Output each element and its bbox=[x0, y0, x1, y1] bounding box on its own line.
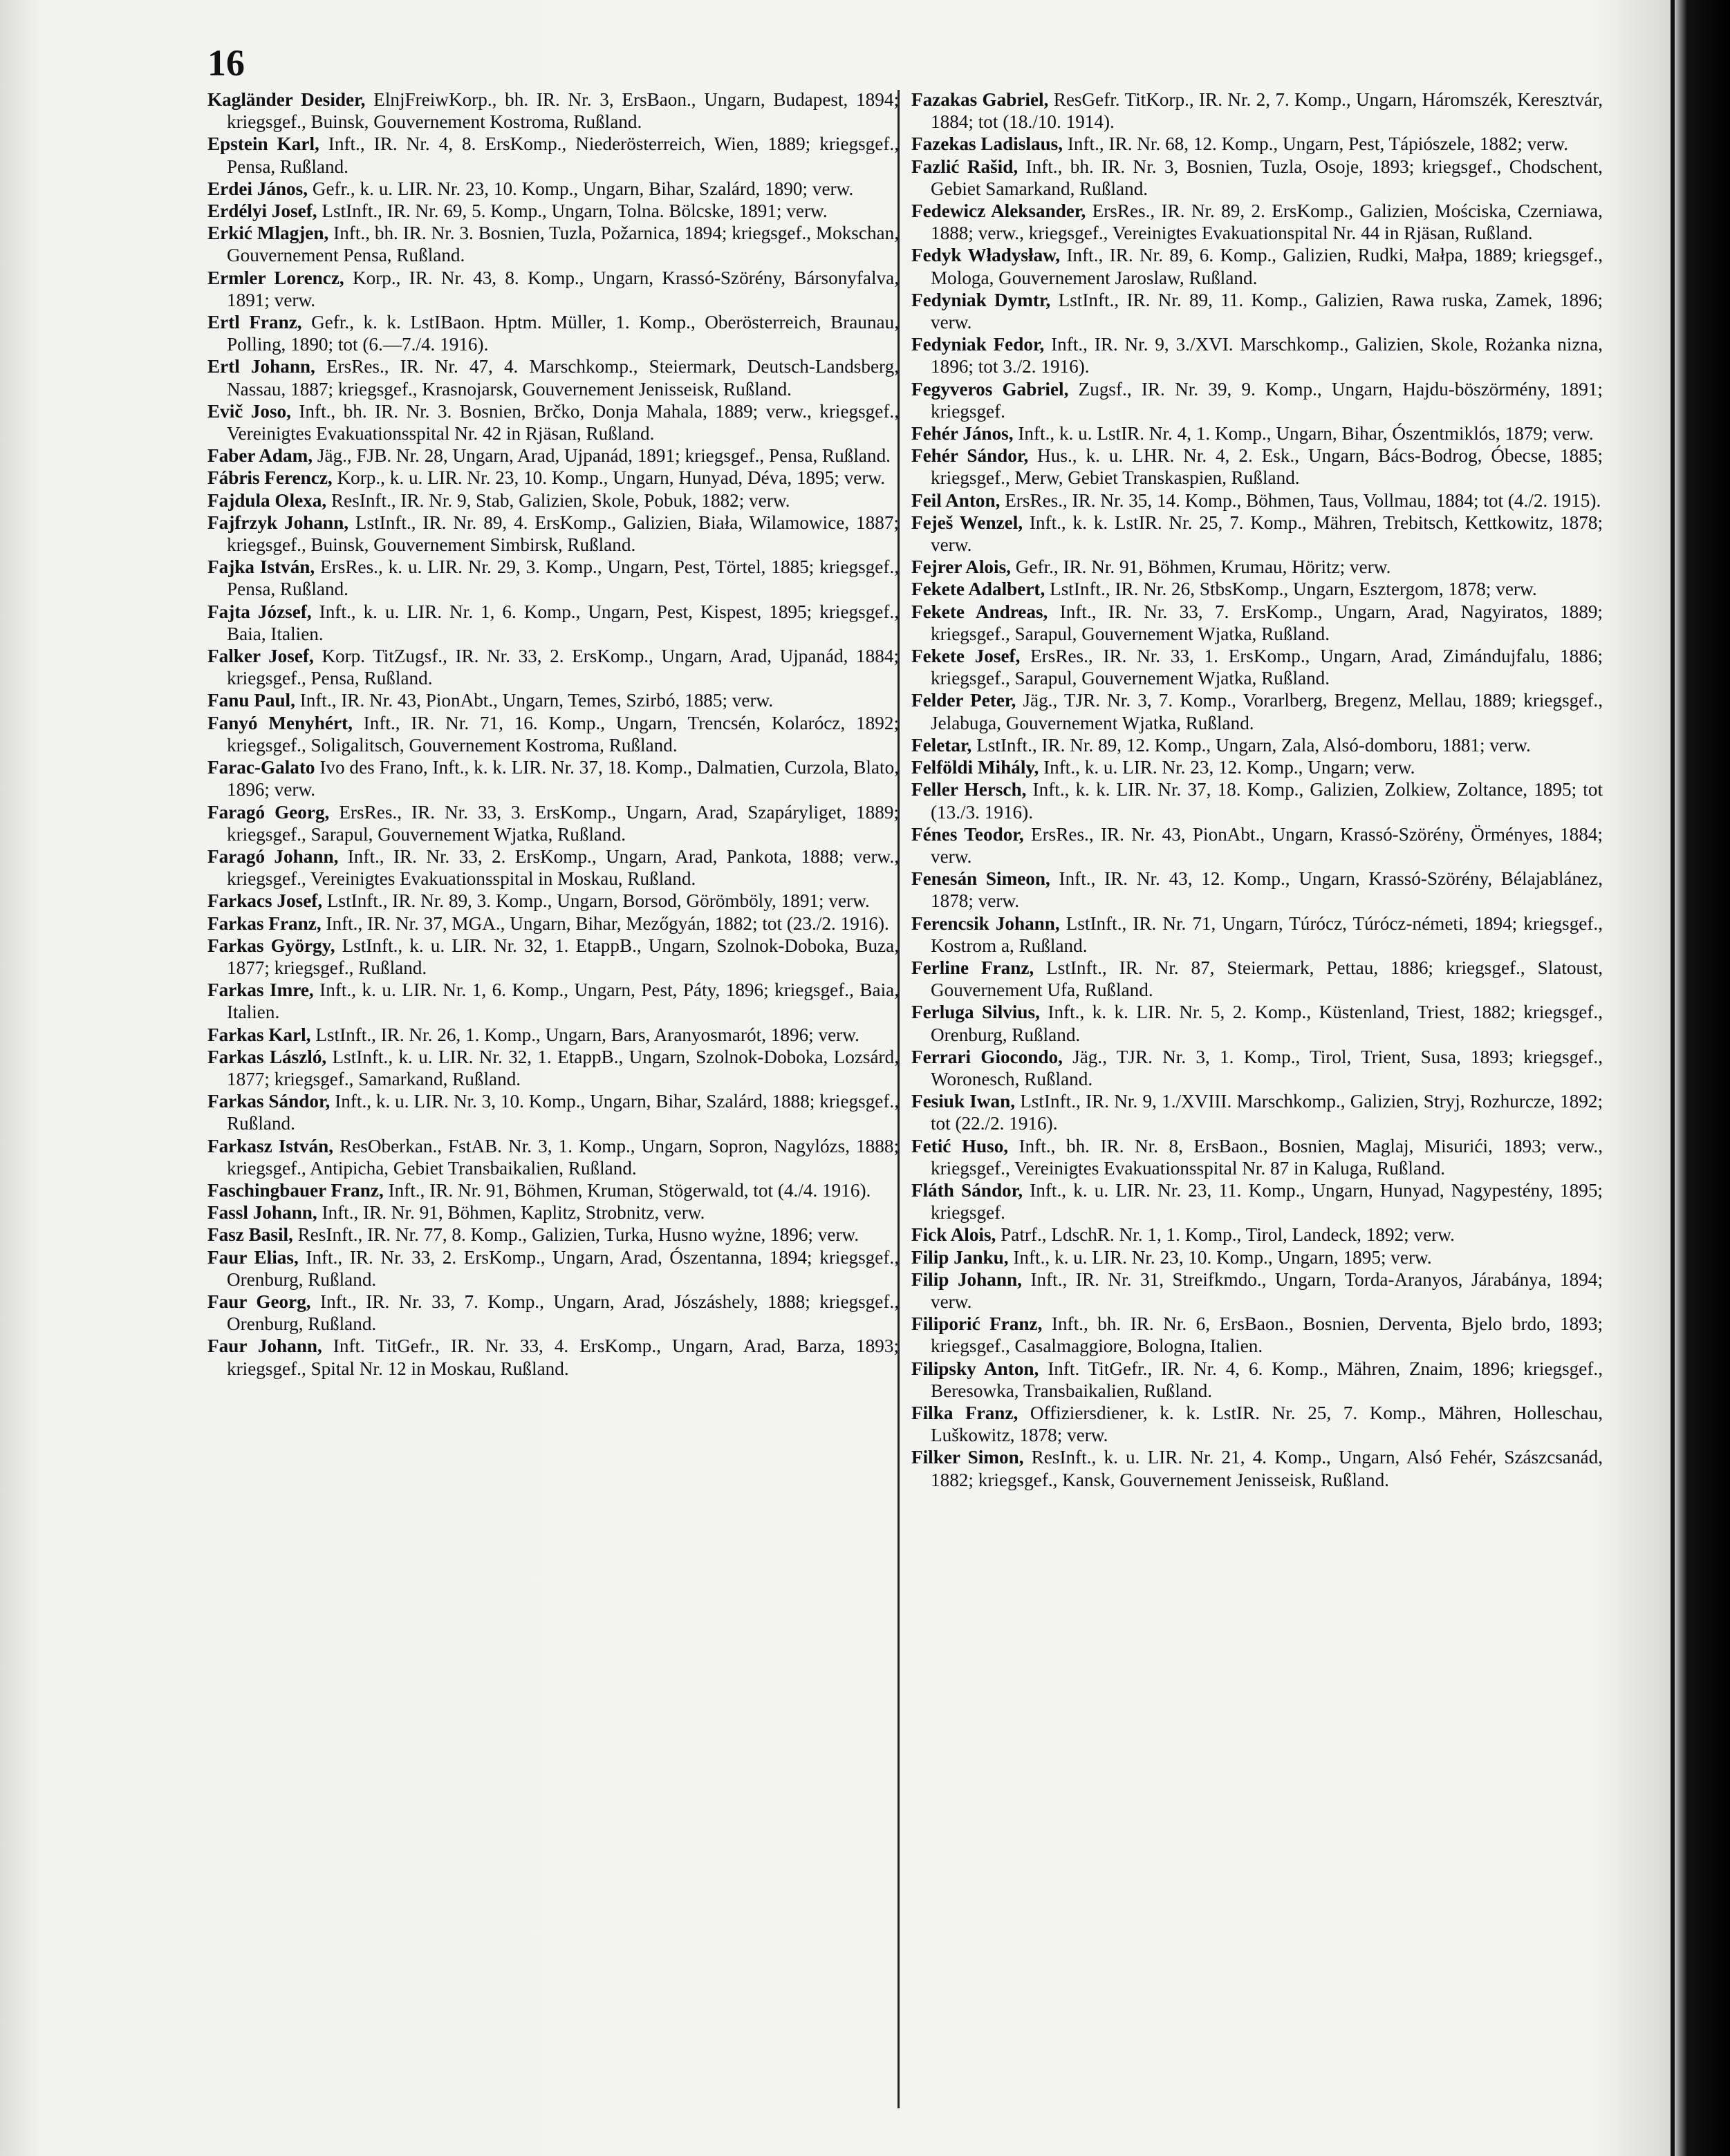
entry-name: Fajfrzyk Johann, bbox=[207, 512, 349, 533]
entry-details: ErsRes., k. u. LIR. Nr. 29, 3. Komp., Ungarn, Pest, Törtel, 1885; kriegsgef., Pensa, Rußland. bbox=[227, 556, 899, 600]
register-entry bbox=[911, 444, 1603, 489]
entry-name: Epstein Karl, bbox=[207, 133, 319, 155]
entry-name: Fanu Paul, bbox=[207, 690, 295, 711]
entry-name: Ertl Johann, bbox=[207, 356, 315, 377]
entry-details: LstInft., IR. Nr. 9, 1./XVIII. Marschkomp., Galizien, Stryj, Rozhurcze, 1892; tot (22./2. 1916). bbox=[931, 1091, 1603, 1134]
entry-name: Feil Anton, bbox=[911, 489, 1001, 511]
entry-name: Farkasz István, bbox=[207, 1135, 334, 1156]
register-entry bbox=[207, 88, 899, 133]
entry-name: Feješ Wenzel, bbox=[911, 512, 1023, 533]
entry-details: Inft. TitGefr., IR. Nr. 4, 6. Komp., Mähren, Znaim, 1896; kriegsgef., Beresowka, Transbaikalien, Rußland. bbox=[931, 1358, 1603, 1401]
entry-name: Fenesán Simeon, bbox=[911, 868, 1050, 890]
entry-details: Inft., bh. IR. Nr. 6, ErsBaon., Bosnien, Derventa, Bjelo brdo, 1893; kriegsgef., Casalmaggiore, Bologna, Italien. bbox=[931, 1313, 1603, 1357]
register-entry bbox=[207, 489, 899, 512]
register-entry bbox=[911, 734, 1603, 756]
entry-name: Faur Johann, bbox=[207, 1335, 322, 1357]
entry-details: Inft., k. u. LIR. Nr. 23, 11. Komp., Ungarn, Hunyad, Nagypestény, 1895; kriegsgef. bbox=[931, 1179, 1603, 1224]
register-entry bbox=[207, 935, 899, 979]
register-entry bbox=[911, 489, 1603, 512]
left-column bbox=[207, 88, 899, 1380]
register-entry bbox=[911, 689, 1603, 733]
entry-name: Fedyniak Dymtr, bbox=[911, 289, 1051, 310]
entry-details: Offiziersdiener, k. k. LstIR. Nr. 25, 7. Komp., Mähren, Holleschau, Luškowitz, 1878; verw. bbox=[931, 1402, 1603, 1446]
register-entry bbox=[911, 244, 1603, 288]
entry-name: Farkas Sándor, bbox=[207, 1091, 331, 1112]
entry-details: ResGefr. TitKorp., IR. Nr. 2, 7. Komp., Ungarn, Háromszék, Keresztvár, 1884; tot (18./10. 1914). bbox=[931, 89, 1603, 133]
register-entry bbox=[207, 801, 899, 845]
entry-name: Faber Adam, bbox=[207, 445, 313, 467]
entry-details: Inft., bh. IR. Nr. 3. Bosnien, Brčko, Donja Mahala, 1889; verw., kriegsgef., Vereinigtes Evakuationsspital Nr. 42 in Rjäsan, Rußland. bbox=[227, 400, 899, 444]
entry-details: LstInft., IR. Nr. 89, 12. Komp., Ungarn, Zala, Alsó-domboru, 1881; verw. bbox=[971, 734, 1531, 756]
entry-name: Faragó Johann, bbox=[207, 845, 339, 867]
register-entry bbox=[911, 868, 1603, 912]
register-entry bbox=[911, 1135, 1603, 1179]
entry-details: Jäg., TJR. Nr. 3, 1. Komp., Tirol, Trient, Susa, 1893; kriegsgef., Woronesch, Rußland. bbox=[931, 1046, 1603, 1089]
entry-details: Gefr., k. k. LstIBaon. Hptm. Müller, 1. Komp., Oberösterreich, Braunau, Polling, 1890; tot (6.—7./4. 1916). bbox=[227, 312, 899, 355]
entry-name: Erkić Mlagjen, bbox=[207, 223, 329, 244]
register-entry bbox=[911, 1358, 1603, 1402]
entry-name: Fajta József, bbox=[207, 601, 312, 622]
entry-name: Fazakas Gabriel, bbox=[911, 89, 1049, 110]
entry-name: Fedyniak Fedor, bbox=[911, 334, 1045, 355]
entry-details: ErsRes., IR. Nr. 33, 3. ErsKomp., Ungarn, Arad, Szapáryliget, 1889; kriegsgef., Sarapul, Gouvernement Wjatka, Rußland. bbox=[227, 801, 899, 845]
register-entry bbox=[207, 400, 899, 444]
entry-details: Inft., k. u. LIR. Nr. 23, 12. Komp., Ungarn; verw. bbox=[1039, 757, 1415, 778]
entry-name: Feletar, bbox=[911, 734, 972, 756]
entry-name: Farkas Franz, bbox=[207, 912, 322, 934]
register-entry bbox=[911, 645, 1603, 689]
register-entry bbox=[207, 355, 899, 400]
entry-details: ErsRes., IR. Nr. 89, 2. ErsKomp., Galizien, Mościska, Czerniawa, 1888; verw., kriegsgef., Vereinigtes Evakuationspital Nr. 44 in Rjäsan, Rußland. bbox=[931, 200, 1603, 244]
entry-details: Korp., k. u. LIR. Nr. 23, 10. Komp., Ungarn, Hunyad, Déva, 1895; verw. bbox=[332, 467, 886, 489]
register-entry bbox=[911, 823, 1603, 868]
entry-details: ErsRes., IR. Nr. 33, 1. ErsKomp., Ungarn, Arad, Zimándujfalu, 1886; kriegsgef., Sarapul, Gouvernement Wjatka, Rußland. bbox=[931, 646, 1603, 689]
register-entry bbox=[207, 311, 899, 355]
entry-name: Filker Simon, bbox=[911, 1447, 1024, 1468]
register-entry bbox=[207, 1090, 899, 1134]
entry-details: Inft., IR. Nr. 9, 3./XVI. Marschkomp., Galizien, Skole, Rożanka nizna, 1896; tot 3./2. 1916). bbox=[931, 334, 1603, 377]
register-entry bbox=[911, 1224, 1603, 1246]
entry-name: Farkacs Josef, bbox=[207, 890, 323, 912]
register-entry bbox=[207, 1135, 899, 1179]
entry-name: Faschingbauer Franz, bbox=[207, 1179, 384, 1201]
entry-details: Inft., IR. Nr. 37, MGA., Ungarn, Bihar, Mezőgyán, 1882; tot (23./2. 1916). bbox=[321, 912, 889, 934]
entry-name: Fajdula Olexa, bbox=[207, 489, 327, 511]
entry-name: Erdei János, bbox=[207, 178, 308, 199]
entry-name: Fedyk Władysław, bbox=[911, 245, 1061, 266]
register-entry bbox=[911, 957, 1603, 1001]
entry-details: LstInft., IR. Nr. 89, 11. Komp., Galizien, Rawa ruska, Zamek, 1896; verw. bbox=[931, 289, 1603, 333]
entry-details: Inft., IR. Nr. 33, 7. Komp., Ungarn, Arad, Jószáshely, 1888; kriegsgef., Orenburg, Rußland. bbox=[227, 1291, 899, 1335]
entry-name: Ferrari Giocondo, bbox=[911, 1046, 1063, 1067]
register-entry bbox=[911, 88, 1603, 133]
register-entry bbox=[911, 156, 1603, 200]
entry-details: Inft., IR. Nr. 31, Streifkmdo., Ungarn, Torda-Aranyos, Járabánya, 1894; verw. bbox=[931, 1268, 1603, 1312]
entry-details: LstInft., k. u. LIR. Nr. 32, 1. EtappB., Ungarn, Szolnok-Doboka, Lozsárd, 1877; kriegsgef., Samarkand, Rußland. bbox=[227, 1046, 899, 1089]
entry-name: Fazekas Ladislaus, bbox=[911, 133, 1063, 155]
entry-name: Fasz Basil, bbox=[207, 1224, 293, 1246]
entry-details: Inft., bh. IR. Nr. 3, Bosnien, Tuzla, Osoje, 1893; kriegsgef., Chodschent, Gebiet Samarkand, Rußland. bbox=[931, 156, 1603, 199]
entry-name: Farkas Karl, bbox=[207, 1024, 311, 1045]
register-entry bbox=[207, 512, 899, 556]
register-entry bbox=[207, 222, 899, 266]
entry-name: Kagländer Desider, bbox=[207, 89, 366, 110]
register-entry bbox=[207, 890, 899, 912]
register-entry bbox=[207, 601, 899, 645]
entry-details: Inft., IR. Nr. 33, 2. ErsKomp., Ungarn, Arad, Pankota, 1888; verw., kriegsgef., Vereinigtes Evakuationsspital in Moskau, Rußland. bbox=[227, 845, 899, 890]
entry-name: Felföldi Mihály, bbox=[911, 757, 1039, 778]
entry-details: Hus., k. u. LHR. Nr. 4, 2. Esk., Ungarn, Bács-Bodrog, Óbecse, 1885; kriegsgef., Merw, Gebiet Transkaspien, Rußland. bbox=[931, 445, 1603, 489]
register-entry bbox=[911, 133, 1603, 155]
entry-name: Fehér Sándor, bbox=[911, 445, 1029, 467]
entry-details: Inft., IR. Nr. 43, PionAbt., Ungarn, Temes, Szirbó, 1885; verw. bbox=[295, 690, 774, 711]
register-entry bbox=[911, 333, 1603, 377]
register-entry bbox=[207, 979, 899, 1023]
register-entry bbox=[911, 912, 1603, 957]
register-entry bbox=[207, 267, 899, 311]
page-number: 16 bbox=[207, 42, 245, 84]
entry-details: Gefr., k. u. LIR. Nr. 23, 10. Komp., Ungarn, Bihar, Szalárd, 1890; verw. bbox=[308, 178, 854, 199]
register-entry bbox=[911, 1402, 1603, 1446]
register-entry bbox=[207, 912, 899, 935]
entry-details: LstInft., IR. Nr. 71, Ungarn, Túrócz, Túrócz-németi, 1894; kriegsgef., Kostrom a, Rußland. bbox=[931, 912, 1603, 956]
register-entry bbox=[207, 444, 899, 467]
entry-name: Fassl Johann, bbox=[207, 1202, 317, 1224]
register-entry bbox=[911, 512, 1603, 556]
register-entry bbox=[911, 378, 1603, 422]
entry-details: Inft., IR. Nr. 91, Böhmen, Kruman, Stögerwald, tot (4./4. 1916). bbox=[383, 1179, 871, 1201]
entry-details: Inft., bh. IR. Nr. 8, ErsBaon., Bosnien, Maglaj, Misurići, 1893; verw., kriegsgef., Vereinigtes Evakuationsspital Nr. 87 in Kaluga, Rußland. bbox=[931, 1135, 1603, 1179]
register-entry bbox=[207, 689, 899, 711]
entry-details: Inft., IR. Nr. 71, 16. Komp., Ungarn, Trencsén, Kolarócz, 1892; kriegsgef., Soligalitsch, Gouvernement Kostroma, Rußland. bbox=[227, 712, 900, 756]
entry-details: Inft., IR. Nr. 43, 12. Komp., Ungarn, Krassó-Szörény, Bélajablánez, 1878; verw. bbox=[931, 868, 1603, 912]
entry-details: ResInft., IR. Nr. 9, Stab, Galizien, Skole, Pobuk, 1882; verw. bbox=[326, 489, 790, 511]
entry-details: Jäg., FJB. Nr. 28, Ungarn, Arad, Ujpanád, 1891; kriegsgef., Pensa, Rußland. bbox=[313, 445, 891, 467]
entry-details: ErsRes., IR. Nr. 43, PionAbt., Ungarn, Krassó-Szörény, Örményes, 1884; verw. bbox=[931, 823, 1603, 867]
entry-name: Ermler Lorencz, bbox=[207, 267, 344, 288]
entry-name: Filiporić Franz, bbox=[911, 1313, 1043, 1335]
register-entry bbox=[911, 1001, 1603, 1045]
entry-details: Inft., IR. Nr. 4, 8. ErsKomp., Niederösterreich, Wien, 1889; kriegsgef., Pensa, Rußland. bbox=[227, 133, 899, 177]
register-entry bbox=[207, 1335, 899, 1379]
register-entry bbox=[207, 1046, 899, 1090]
entry-name: Fehér János, bbox=[911, 423, 1014, 444]
entry-details: Inft., IR. Nr. 68, 12. Komp., Ungarn, Pest, Tápiószele, 1882; verw. bbox=[1063, 133, 1568, 155]
register-entry bbox=[207, 756, 899, 800]
entry-name: Filip Johann, bbox=[911, 1268, 1022, 1290]
register-entry bbox=[207, 200, 899, 222]
entry-details: Inft., k. k. LstIR. Nr. 25, 7. Komp., Mähren, Trebitsch, Kettkowitz, 1878; verw. bbox=[931, 512, 1603, 556]
register-entry bbox=[207, 1179, 899, 1201]
entry-name: Faragó Georg, bbox=[207, 801, 330, 823]
entry-name: Fajka István, bbox=[207, 556, 315, 578]
entry-details: Inft., k. u. LIR. Nr. 3, 10. Komp., Ungarn, Bihar, Szalárd, 1888; kriegsgef., Rußland. bbox=[227, 1091, 899, 1134]
entry-name: Farac-Galato bbox=[207, 757, 315, 778]
entry-details: Korp. TitZugsf., IR. Nr. 33, 2. ErsKomp., Ungarn, Arad, Ujpanád, 1884; kriegsgef., Pensa, Rußland. bbox=[227, 646, 899, 689]
entry-details: LstInft., IR. Nr. 87, Steiermark, Pettau, 1886; kriegsgef., Slatoust, Gouvernement Ufa, Rußland. bbox=[931, 957, 1603, 1001]
register-entry bbox=[911, 756, 1603, 778]
entry-name: Ertl Franz, bbox=[207, 312, 302, 333]
register-entry bbox=[207, 1201, 899, 1224]
scan-edge bbox=[1671, 0, 1675, 2156]
register-entry bbox=[207, 1024, 899, 1046]
entry-name: Fénes Teodor, bbox=[911, 823, 1024, 845]
entry-details: ResInft., k. u. LIR. Nr. 21, 4. Komp., Ungarn, Alsó Fehér, Szászcsanád, 1882; kriegsgef., Kansk, Gouvernement Jenisseisk, Rußland. bbox=[931, 1447, 1603, 1490]
entry-name: Ferluga Silvius, bbox=[911, 1002, 1040, 1023]
entry-name: Fejrer Alois, bbox=[911, 556, 1011, 578]
entry-name: Fegyveros Gabriel, bbox=[911, 378, 1069, 400]
entry-details: Inft., k. u. LIR. Nr. 1, 6. Komp., Ungarn, Pest, Kispest, 1895; kriegsgef., Baia, Italien. bbox=[227, 601, 900, 644]
entry-details: Inft., bh. IR. Nr. 3. Bosnien, Tuzla, Požarnica, 1894; kriegsgef., Mokschan, Gouvernement Pensa, Rußland. bbox=[227, 223, 899, 266]
entry-details: LstInft., IR. Nr. 89, 4. ErsKomp., Galizien, Biała, Wilamowice, 1887; kriegsgef., Buinsk, Gouvernement Simbirsk, Rußland. bbox=[227, 512, 899, 556]
entry-details: Ivo des Frano, Inft., k. k. LIR. Nr. 37, 18. Komp., Dalmatien, Curzola, Blato, 1896; verw. bbox=[227, 757, 899, 800]
entry-details: Inft., k. u. LIR. Nr. 23, 10. Komp., Ungarn, 1895; verw. bbox=[1008, 1246, 1432, 1268]
entry-details: Inft., k. k. LIR. Nr. 37, 18. Komp., Galizien, Zolkiew, Zoltance, 1895; tot (13./3. 1916). bbox=[931, 779, 1603, 823]
entry-details: LstInft., IR. Nr. 89, 3. Komp., Ungarn, Borsod, Görömböly, 1891; verw. bbox=[322, 890, 870, 912]
entry-details: ErsRes., IR. Nr. 35, 14. Komp., Böhmen, Taus, Vollmau, 1884; tot (4./2. 1915). bbox=[1000, 489, 1601, 511]
register-entry bbox=[207, 1224, 899, 1246]
register-entry bbox=[911, 778, 1603, 823]
register-entry bbox=[911, 289, 1603, 333]
entry-name: Evič Joso, bbox=[207, 400, 291, 422]
entry-name: Filipsky Anton, bbox=[911, 1358, 1039, 1379]
entry-name: Ferencsik Johann, bbox=[911, 912, 1060, 934]
entry-name: Farkas György, bbox=[207, 935, 335, 956]
entry-details: Zugsf., IR. Nr. 39, 9. Komp., Ungarn, Hajdu-böszörmény, 1891; kriegsgef. bbox=[931, 378, 1603, 422]
entry-details: Inft., IR. Nr. 89, 6. Komp., Galizien, Rudki, Małpa, 1889; kriegsgef., Mologa, Gouvernement Jaroslaw, Rußland. bbox=[931, 245, 1603, 288]
entry-details: Inft., k. k. LIR. Nr. 5, 2. Komp., Küstenland, Triest, 1882; kriegsgef., Orenburg, Rußland. bbox=[931, 1002, 1603, 1045]
entry-name: Faur Elias, bbox=[207, 1246, 299, 1268]
register-entry bbox=[911, 1246, 1603, 1268]
register-entry bbox=[911, 1313, 1603, 1357]
entry-name: Fedewicz Aleksander, bbox=[911, 200, 1086, 222]
entry-name: Fick Alois, bbox=[911, 1224, 996, 1246]
entry-details: Inft. TitGefr., IR. Nr. 33, 4. ErsKomp., Ungarn, Arad, Barza, 1893; kriegsgef., Spital Nr. 12 in Moskau, Rußland. bbox=[227, 1335, 899, 1379]
entry-name: Fetić Huso, bbox=[911, 1135, 1009, 1156]
entry-details: ResOberkan., FstAB. Nr. 3, 1. Komp., Ungarn, Sopron, Nagylózs, 1888; kriegsgef., Antipicha, Gebiet Transbaikalien, Rußland. bbox=[227, 1135, 899, 1179]
register-entry bbox=[207, 1246, 899, 1291]
entry-details: ElnjFreiwKorp., bh. IR. Nr. 3, ErsBaon., Ungarn, Budapest, 1894; kriegsgef., Buinsk, Gouvernement Kostroma, Rußland. bbox=[227, 89, 899, 133]
register-entry bbox=[911, 578, 1603, 600]
register-entry bbox=[911, 556, 1603, 578]
register-entry bbox=[911, 422, 1603, 444]
register-entry bbox=[207, 645, 899, 689]
entry-name: Fesiuk Iwan, bbox=[911, 1091, 1016, 1112]
entry-details: Inft., k. u. LstIR. Nr. 4, 1. Komp., Ungarn, Bihar, Ószentmiklós, 1879; verw. bbox=[1013, 423, 1594, 444]
entry-name: Erdélyi Josef, bbox=[207, 200, 317, 222]
entry-name: Fábris Ferencz, bbox=[207, 467, 333, 489]
register-entry bbox=[207, 133, 899, 177]
register-entry bbox=[911, 601, 1603, 645]
entry-details: Inft., IR. Nr. 91, Böhmen, Kaplitz, Strobnitz, verw. bbox=[317, 1202, 705, 1224]
register-entry bbox=[911, 1090, 1603, 1134]
right-column bbox=[911, 88, 1603, 1491]
entry-name: Farkas Imre, bbox=[207, 979, 314, 1001]
entry-details: ErsRes., IR. Nr. 47, 4. Marschkomp., Steiermark, Deutsch-Landsberg, Nassau, 1887; kriegsgef., Krasnojarsk, Gouvernement Jenisseisk, Rußland. bbox=[227, 356, 899, 400]
entry-name: Ferline Franz, bbox=[911, 957, 1034, 978]
entry-details: Jäg., TJR. Nr. 3, 7. Komp., Vorarlberg, Bregenz, Mellau, 1889; kriegsgef., Jelabuga, Gouvernement Wjatka, Rußland. bbox=[931, 690, 1603, 733]
register-entry bbox=[207, 178, 899, 200]
entry-details: Korp., IR. Nr. 43, 8. Komp., Ungarn, Krassó-Szörény, Bársonyfalva, 1891; verw. bbox=[227, 267, 900, 310]
entry-details: Inft., IR. Nr. 33, 7. ErsKomp., Ungarn, Arad, Nagyiratos, 1889; kriegsgef., Sarapul, Gouvernement Wjatka, Rußland. bbox=[931, 601, 1603, 644]
entry-name: Felder Peter, bbox=[911, 690, 1016, 711]
entry-name: Faur Georg, bbox=[207, 1291, 311, 1312]
register-entry bbox=[207, 556, 899, 600]
entry-name: Fláth Sándor, bbox=[911, 1179, 1023, 1201]
register-entry bbox=[911, 1446, 1603, 1490]
entry-details: Gefr., IR. Nr. 91, Böhmen, Krumau, Höritz; verw. bbox=[1010, 556, 1391, 578]
entry-details: Patrf., LdschR. Nr. 1, 1. Komp., Tirol, Landeck, 1892; verw. bbox=[996, 1224, 1455, 1246]
entry-name: Filka Franz, bbox=[911, 1402, 1019, 1423]
entry-details: Inft., IR. Nr. 33, 2. ErsKomp., Ungarn, Arad, Ószentanna, 1894; kriegsgef., Orenburg, Rußland. bbox=[227, 1246, 899, 1290]
entry-details: LstInft., IR. Nr. 26, StbsKomp., Ungarn, Esztergom, 1878; verw. bbox=[1045, 579, 1537, 600]
entry-details: LstInft., IR. Nr. 26, 1. Komp., Ungarn, Bars, Aranyosmarót, 1896; verw. bbox=[310, 1024, 859, 1045]
entry-name: Falker Josef, bbox=[207, 646, 314, 667]
entry-details: Inft., k. u. LIR. Nr. 1, 6. Komp., Ungarn, Pest, Páty, 1896; kriegsgef., Baia, Italien. bbox=[227, 979, 899, 1023]
entry-name: Fekete Josef, bbox=[911, 646, 1021, 667]
entry-details: LstInft., IR. Nr. 69, 5. Komp., Ungarn, Tolna. Bölcske, 1891; verw. bbox=[317, 200, 828, 222]
entry-name: Fanyó Menyhért, bbox=[207, 712, 353, 733]
register-entry bbox=[911, 1268, 1603, 1313]
entry-details: LstInft., k. u. LIR. Nr. 32, 1. EtappB., Ungarn, Szolnok-Doboka, Buza, 1877; kriegsgef., Rußland. bbox=[227, 935, 900, 978]
entry-details: ResInft., IR. Nr. 77, 8. Komp., Galizien, Turka, Husno wyżne, 1896; verw. bbox=[292, 1224, 859, 1246]
entry-name: Fekete Andreas, bbox=[911, 601, 1048, 622]
register-entry bbox=[207, 845, 899, 890]
entry-name: Feller Hersch, bbox=[911, 779, 1027, 800]
entry-name: Filip Janku, bbox=[911, 1246, 1009, 1268]
entry-name: Fekete Adalbert, bbox=[911, 579, 1045, 600]
entry-name: Fazlić Rašid, bbox=[911, 156, 1019, 177]
register-entry bbox=[911, 200, 1603, 244]
entry-name: Farkas László, bbox=[207, 1046, 327, 1067]
register-entry bbox=[207, 712, 899, 756]
register-entry bbox=[911, 1046, 1603, 1090]
register-entry bbox=[911, 1179, 1603, 1224]
register-entry bbox=[207, 1291, 899, 1335]
register-entry bbox=[207, 467, 899, 489]
